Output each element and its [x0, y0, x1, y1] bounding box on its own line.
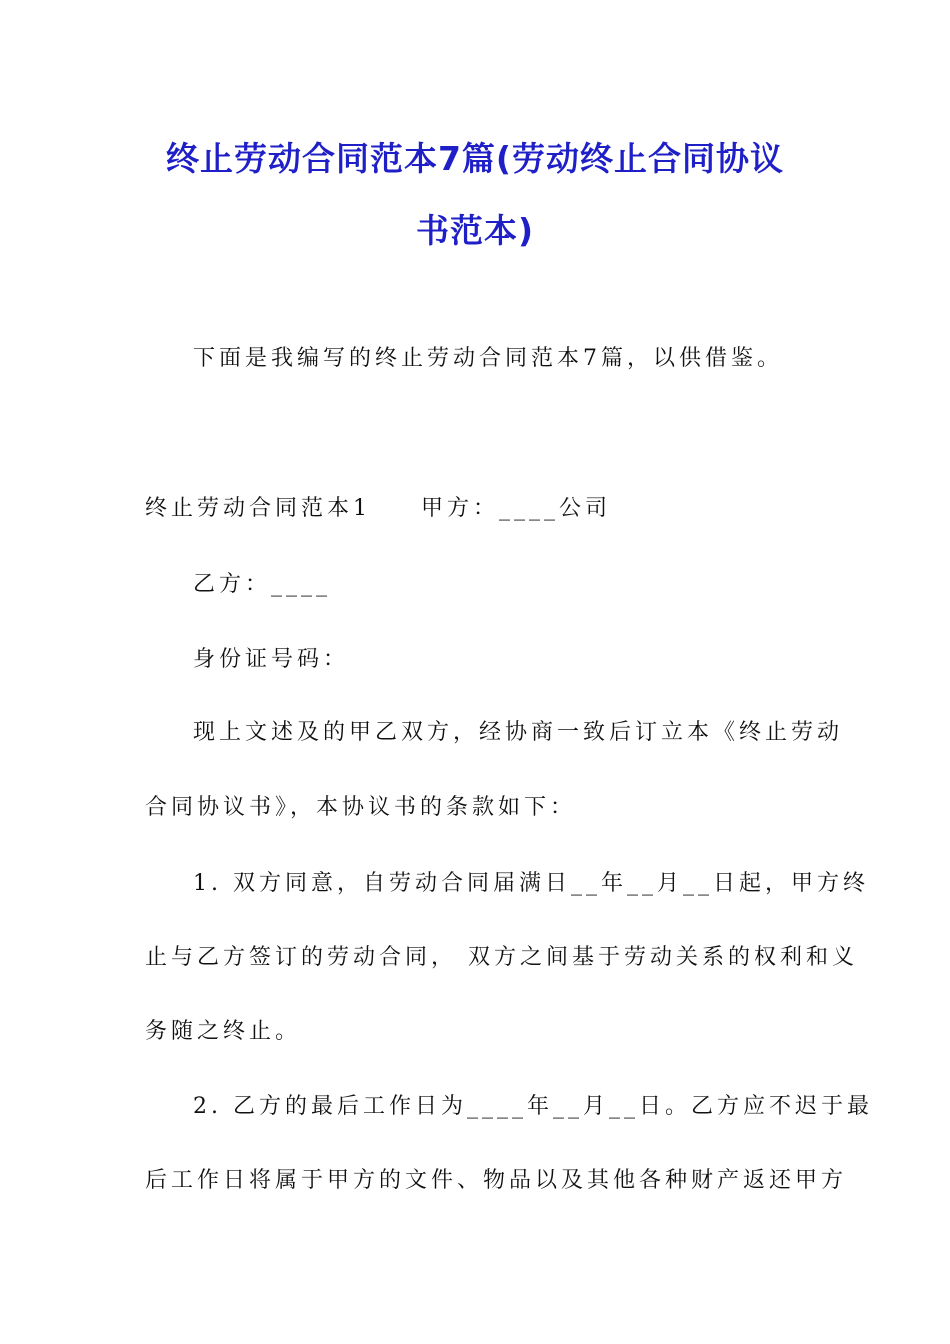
section-heading-row: [145, 494, 611, 524]
id-number-field: 身份证号码：: [193, 647, 350, 672]
intro-paragraph: 下面是我编写的终止劳动合同范本7篇，以供借鉴。: [193, 346, 783, 371]
document-title-line1: 终止劳动合同范本7篇(劳动终止合同协议: [165, 139, 785, 178]
item-2-line-1: 2. 乙方的最后工作日为____年__月__日。乙方应不迟于最: [193, 1094, 873, 1119]
document-title-line2: 书范本): [415, 211, 535, 250]
item-1-line-2: 止与乙方签订的劳动合同， 双方之间基于劳动关系的权利和义: [145, 945, 858, 970]
paragraph-1-line-1: 现上文述及的甲乙双方，经协商一致后订立本《终止劳动: [193, 720, 844, 745]
item-1-line-1: 1. 双方同意，自劳动合同届满日__年__月__日起，甲方终: [193, 871, 869, 896]
party-a-field: 甲方：____公司: [421, 496, 612, 521]
paragraph-1-line-2: 合同协议书》，本协议书的条款如下：: [145, 795, 577, 820]
item-1-line-3: 务随之终止。: [145, 1019, 302, 1044]
section-heading: 终止劳动合同范本1: [145, 496, 371, 521]
item-2-line-2: 后工作日将属于甲方的文件、物品以及其他各种财产返还甲方: [145, 1168, 848, 1193]
party-b-field: 乙方：____: [193, 572, 332, 597]
